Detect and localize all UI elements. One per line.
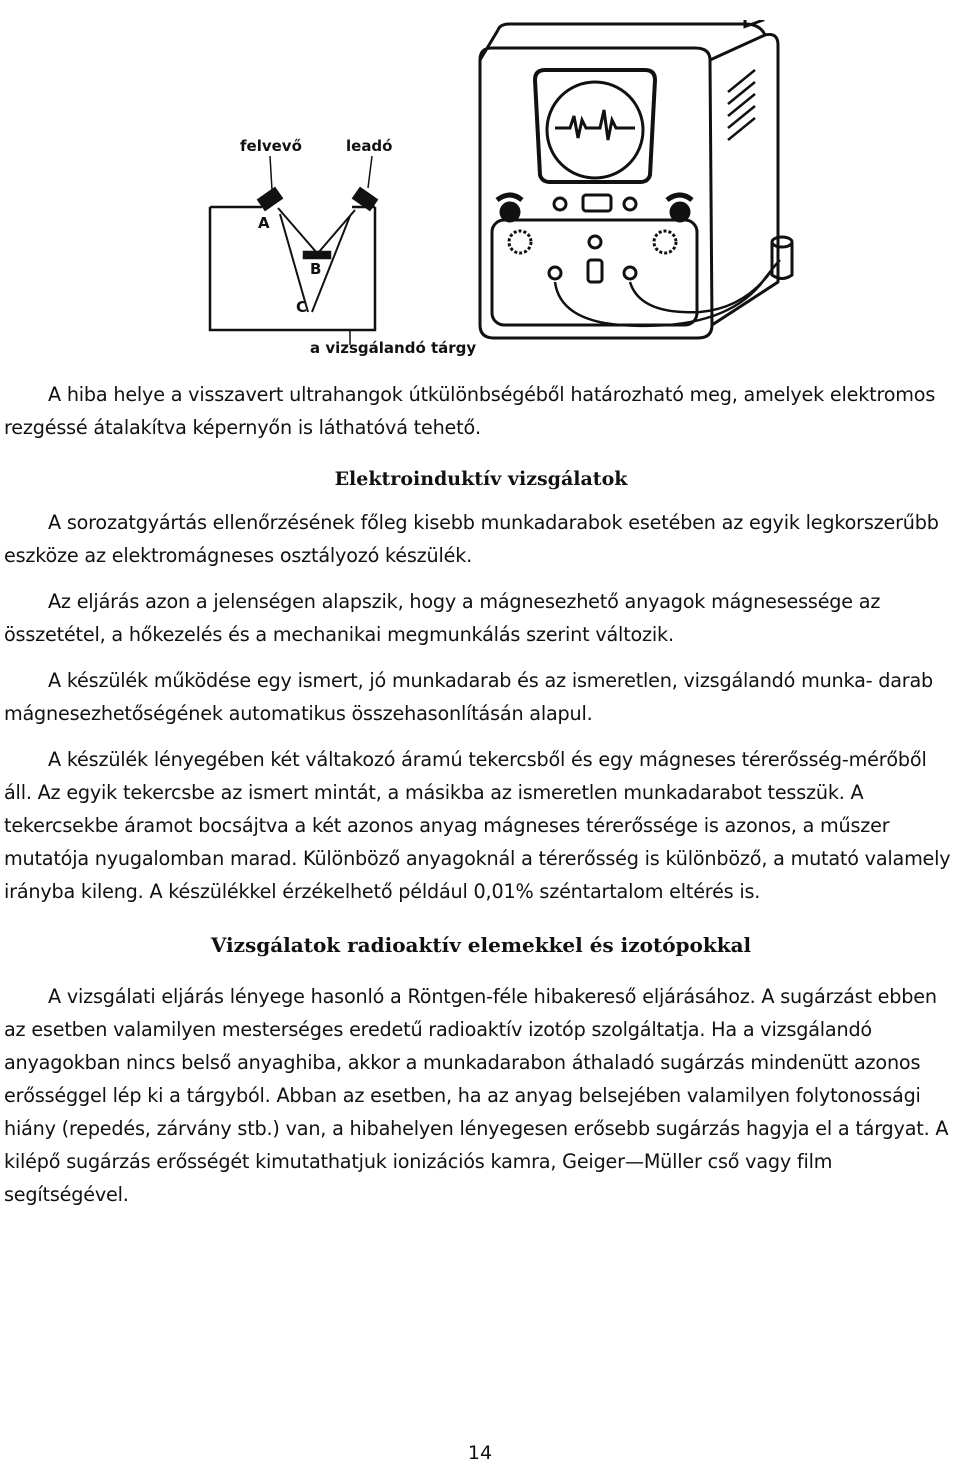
electro-paragraph-3: A készülék működése egy ismert, jó munkadarab és az ismeretlen, vizsgálandó munka- darab mágnesezhetőségének automatikus összehasonlításán alapul.: [4, 669, 934, 725]
probe-head-icon: [772, 237, 792, 247]
dial-arc-left: [497, 195, 522, 200]
switch-icon: [583, 195, 611, 211]
page-number: 14: [467, 1442, 493, 1464]
fuse-icon: [588, 260, 602, 282]
receiver-probe-icon: [258, 188, 281, 209]
vent-slots: [728, 70, 755, 140]
screen-bezel: [535, 70, 655, 182]
section-title-radioactive: Vizsgálatok radioaktív elemekkel és izotópokkal: [210, 933, 752, 957]
point-c-label: C: [296, 298, 308, 316]
waveform-trace: [555, 110, 635, 140]
dial-arc-right: [667, 195, 692, 200]
object-label: a vizsgálandó tárgy: [310, 339, 477, 357]
knob-icon: [501, 203, 519, 221]
point-a-label: A: [258, 214, 270, 232]
section-title-electroinductive: Elektroinduktív vizsgálatok: [334, 468, 628, 490]
radio-paragraph: A vizsgálati eljárás lényege hasonló a Röntgen-féle hibakereső eljárásához. A sugárzást ebben az esetben valamilyen mesterséges eredetű radioaktív izotóp szolgáltatja. Ha a vizsgálandó anyagokban nincs belső anyaghiba, akkor a munkadarabon áthaladó sugárzás mindenütt azonos erősséggel lép ki a tárgyból. Abban az esetben, ha az anyag belsejében valamilyen folytonossági hiány (repedés, zárvány stb.) van, a hibahelyen lényegesen erősebb sugárzás hagyja el a tárgyat. A kilépő sugárzás erősségét kimutathatjuk ionizációs kamra, Geiger—Müller cső vagy film segítségével.: [4, 985, 949, 1206]
flaw-marker: [304, 252, 330, 258]
knob-icon: [671, 203, 689, 221]
electro-paragraph-1: A sorozatgyártás ellenőrzésének főleg kisebb munkadarabok esetében az egyik legkorszerűbb eszköze az elektromágneses osztályozó készülék.: [4, 511, 939, 567]
ultrasound-diagram-svg: [200, 20, 960, 365]
point-b-label: B: [310, 260, 322, 278]
transmitter-leader: [368, 156, 372, 188]
intro-paragraph: A hiba helye a visszavert ultrahangok útkülönbségéből határozható meg, amelyek elektromos rezgéssé átalakítva képernyőn is láthatóvá tehető.: [4, 383, 936, 439]
device-top: [498, 24, 765, 35]
dial-icon: [654, 231, 676, 253]
transmitter-label: leadó: [346, 137, 393, 155]
receiver-label: felvevő: [240, 137, 302, 155]
electro-paragraph-4: A készülék lényegében két váltakozó áramú tekercsből és egy mágneses térerősség-mérőből áll. Az egyik tekercsbe az ismert mintát, a másikba az ismeretlen munkadarabot tesszük. A tekercsekbe áramot bocsájtva a két azonos anyag mágneses térerőssége is azonos, a műszer mutatója nyugalomban marad. Különböző anyagoknál a térerősség is különböző, a mutató valamely irányba kileng. A készülékkel érzékelhető például 0,01% széntartalom eltérés is.: [4, 748, 951, 903]
cable: [630, 270, 772, 312]
oscilloscope-device: [480, 20, 792, 338]
crt-screen: [547, 82, 643, 178]
ultrasound-illustration: [200, 20, 960, 365]
dial-icon: [509, 231, 531, 253]
receiver-leader: [270, 156, 272, 190]
knob-icon: [624, 198, 636, 210]
probe-schematic: [210, 156, 377, 345]
electro-paragraph-2: Az eljárás azon a jelenségen alapszik, hogy a mágnesezhető anyagok mágnesessége az összetétel, a hőkezelés és a mechanikai megmunkálás szerint változik.: [4, 590, 881, 646]
page-content: [4, 378, 958, 1211]
jack-icon: [624, 267, 636, 279]
knob-icon: [589, 236, 601, 248]
device-top-edge: [480, 30, 498, 60]
jack-icon: [549, 267, 561, 279]
knob-icon: [554, 198, 566, 210]
